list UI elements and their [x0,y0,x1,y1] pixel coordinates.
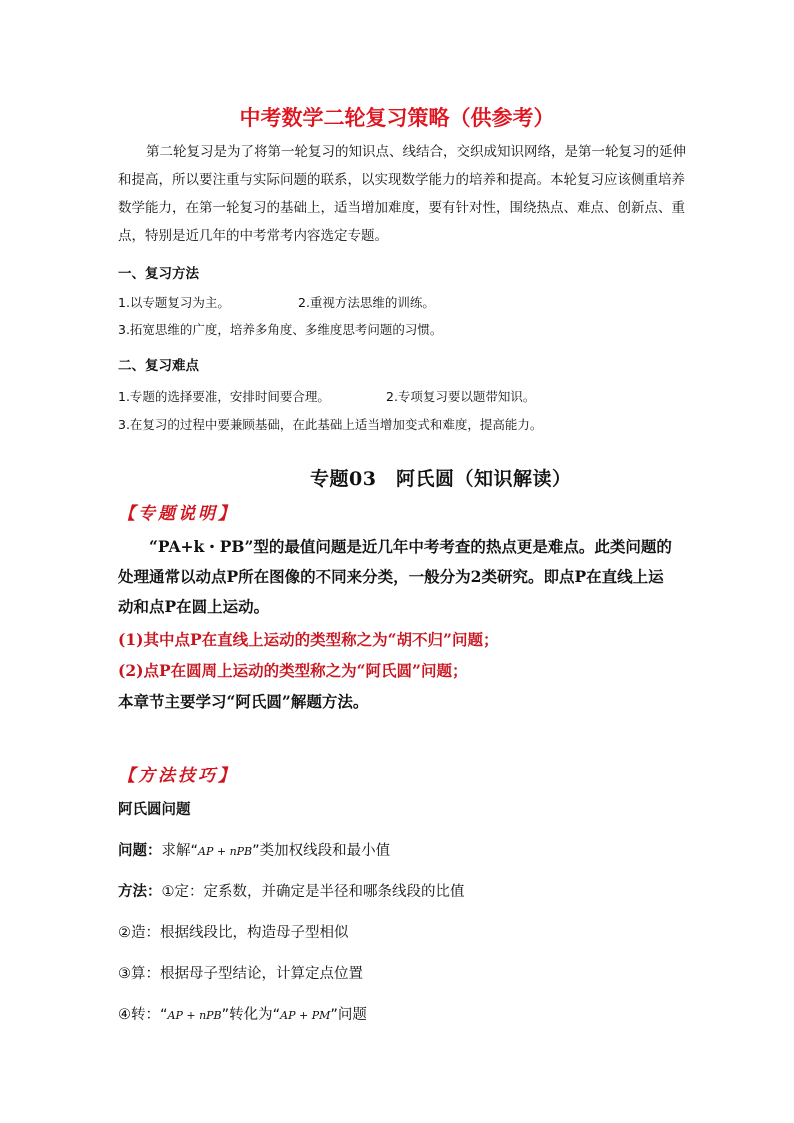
question-line [118,839,390,860]
summary-line: 本章节主要学习“阿氏圆”解题方法。 [118,692,369,711]
section-heading-difficulties: 二、复习难点 [118,358,199,374]
document-title: 中考数学二轮复习策略（供参考） [239,106,555,130]
topic-description-label: 【专题说明】 [118,504,238,524]
topic-title: 专题03 阿氏圆（知识解读） [310,468,572,490]
section-heading-methods: 一、复习方法 [118,266,199,282]
method-item-3: 3.拓宽思维的广度，培养多角度、多维度思考问题的习惯。 [118,322,443,337]
topic-description-paragraph [118,532,678,622]
difficulty-item-1: 1.专题的选择要准，安排时间要合理。 [118,389,330,404]
difficulty-item-3: 3.在复习的过程中要兼顾基础，在此基础上适当增加变式和难度，提高能力。 [118,417,543,432]
method-step-3: ③算：根据母子型结论，计算定点位置 [118,966,363,982]
intro-text: 第二轮复习是为了将第一轮复习的知识点、线结合，交织成知识网络，是第一轮复习的延伸和提高，所以要注重与实际问题的联系，以实现数学能力的培养和提高。本轮复习应该侧重培养数学能力，在第一轮复习的基础上，适当增加难度，要有针对性，围绕热点、难点、创新点、重点，特别是近几年的中考常考内容选定专题。 [118,144,686,244]
case-1-line: (1)其中点P在直线上运动的类型称之为“胡不归”问题； [118,630,499,649]
step4-math-1: AP + nPB [167,1009,222,1022]
question-suffix: ”类加权线段和最小值 [252,843,391,859]
question-math-expression: AP + nPB [198,845,253,858]
step4-middle: ”转化为“ [221,1007,281,1023]
difficulty-item-2: 2.专项复习要以题带知识。 [386,389,536,404]
question-prefix: 求解“ [161,843,199,859]
question-label: 问题： [118,843,162,859]
method-tips-label: 【方法技巧】 [118,766,238,786]
case-2-line: (2)点P在圆周上运动的类型称之为“阿氏圆”问题； [118,661,468,680]
method-line-1 [118,880,465,901]
method-label: 方法： [118,884,162,900]
method-step-1: ①定：定系数，并确定是半径和哪条线段的比值 [161,884,465,900]
method-step-4 [118,1003,367,1024]
step4-math-2: AP + PM [280,1009,331,1022]
step4-suffix: ”问题 [330,1007,367,1023]
method-step-2: ②造：根据线段比，构造母子型相似 [118,925,349,941]
method-item-2: 2.重视方法思维的训练。 [298,295,435,310]
problem-name: 阿氏圆问题 [118,802,191,818]
step4-prefix: ④转：“ [118,1007,168,1023]
topic-description-text: “PA+k・PB”型的最值问题是近几年中考考查的热点更是难点。此类问题的处理通常以动点P所在图像的不同来分类，一般分为2类研究。即点P在直线上运动和点P在圆上运动。 [118,537,672,616]
method-item-1: 1.以专题复习为主。 [118,295,230,310]
intro-paragraph [118,138,688,250]
